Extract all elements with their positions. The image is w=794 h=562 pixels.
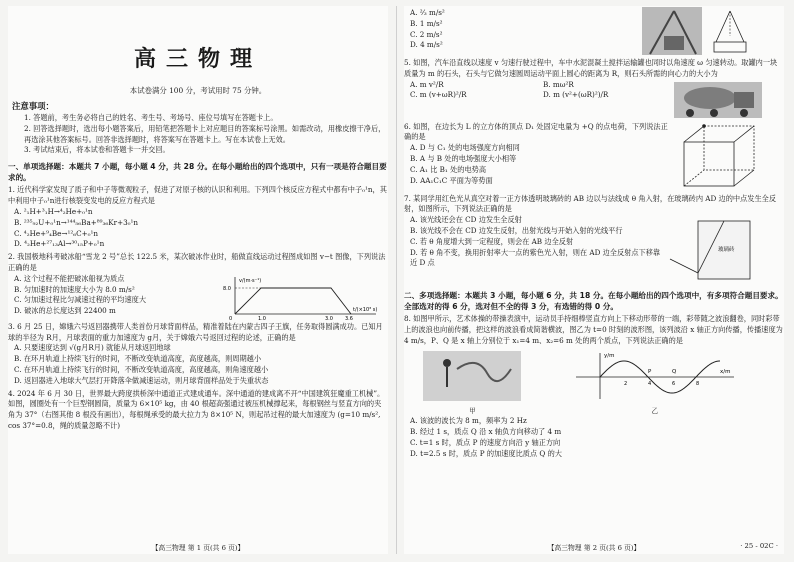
q8-xlabel: x/m	[719, 368, 731, 375]
q8-ylabel: y/m	[603, 352, 615, 359]
question-7-option-b: B. 该光线不会在 CD 边发生反射，出射光线与开始入射的光线平行	[410, 225, 623, 235]
question-8-option-c: C. t=1 s 时，质点 P 的速度方向沿 y 轴正方向	[410, 437, 561, 447]
question-6-option-b: B. A 与 B 处的电场强度大小相等	[410, 153, 517, 163]
question-4: 4. 2024 年 6 月 30 日，世界最大跨度拱桥深中通道正式建成通车。深中通道的建成离不开“中国建筑狂魔重工机械”。如图，圆圈处有一个巨型钢圆筒，质量为 6×10⁵ kg，由 40 根超高强通过被压机械撑起来，每根钢丝与竖直方向的夹角为 37°（右图其他 8 根没有画出），每根绳承受的最大拉力为 8×10⁵ N，则起吊过程的最大加速度为 (g=10 m/s², cos 37°=0.8，绳的质量忽略不计)	[8, 388, 385, 430]
notice-3: 3. 考试结束后，将本试卷和答题卡一并交回。	[24, 145, 170, 155]
q6-cube-diagram	[670, 120, 770, 192]
q2-xtick-2: 3.0	[324, 315, 333, 320]
q8-figure-b-label: 乙	[651, 406, 659, 415]
page-divider	[396, 6, 397, 554]
question-6: 6. 如图，在边长为 L 的立方体的顶点 D₁ 处固定电量为 +Q 的点电荷，下列说法正确的是	[404, 121, 668, 142]
question-8-option-d: D. t=2.5 s 时，质点 P 的加速度比质点 Q 的大	[410, 448, 562, 458]
q8-point-p: P	[647, 368, 652, 375]
notice-title: 注意事项：	[12, 101, 54, 111]
question-4-continued	[404, 6, 784, 56]
q8-figure-a-label: 甲	[469, 406, 476, 415]
q2-xtick-3: 3.6	[344, 315, 353, 320]
exam-code: · 25 - 02C ·	[740, 542, 778, 550]
question-8-figures	[404, 349, 784, 416]
question-1-option-a: A. ²₁H+³₁H→⁴₂He+₀¹n	[14, 206, 93, 216]
q4-crane-photo	[640, 6, 770, 56]
question-3-option-c: C. 在环月轨道上持续飞行的时间，不断改变轨道高度，高度越高，则角速度越小	[14, 364, 269, 374]
q2-ylabel: v/(m·s⁻¹)	[238, 277, 262, 284]
q5-mixer-truck-photo	[670, 80, 766, 120]
q2-xtick-1: 1.0	[257, 315, 266, 320]
q8-tick-8: 8	[695, 380, 699, 387]
question-2-block	[8, 274, 388, 320]
page-2	[404, 6, 784, 554]
question-2-option-a: A. 这个过程不能把破冰船视为质点	[14, 273, 125, 283]
section-2-heading: 二、多项选择题：本题共 3 小题，每小题 6 分，共 18 分。在每小题给出的四个选项中，有多项符合题目要求。全部选对的得 6 分，选对但不全的得 3 分，有选错的得 0 分。	[404, 291, 783, 311]
q2-ytick: 8.0	[222, 285, 231, 292]
question-5-block	[404, 80, 784, 120]
q2-xlabel: t/(×10³ s)	[352, 306, 378, 313]
question-5-option-a: A. m v²/R	[410, 79, 444, 89]
question-4-option-d: D. 4 m/s²	[410, 40, 443, 50]
notice-1: 1. 答题前，考生务必将自己的姓名、考生号、考场号、座位号填写在答题卡上。	[24, 113, 278, 122]
question-8-option-a: A. 该波的波长为 8 m，频率为 2 Hz	[410, 416, 527, 426]
question-1-option-d: D. ⁴₂He+²⁷₁₃Al→³⁰₁₅P+₀¹n	[14, 239, 105, 249]
question-3-option-d: D. 返回器进入地球大气层打开降落伞做减速运动，则月球背面样品处于失重状态	[14, 375, 269, 385]
q7-glass-block-diagram	[662, 215, 762, 285]
q8-gymnast-photo	[417, 349, 527, 403]
question-7-option-c: C. 若 θ 角度增大到一定程度，则会在 AB 边全反射	[410, 236, 574, 246]
question-5-option-c: C. m (v+ωR)²/R	[410, 90, 467, 100]
question-6-option-c: C. A₁ 比 B₁ 处的电势高	[410, 164, 487, 174]
question-2: 2. 我国极地科考破冰船“雪龙 2 号”总长 122.5 米，某次破冰作业时，船做直线运动过程图成如图 v−t 图像，下列说法正确的是	[8, 252, 386, 272]
question-2-option-c: C. 匀加速过程比匀减速过程的平均速度大	[14, 295, 147, 305]
q2-vt-graph	[221, 274, 381, 320]
question-4-option-b: B. 1 m/s²	[410, 18, 443, 28]
exam-subtitle: 本试卷满分 100 分，考试用时 75 分钟。	[129, 86, 267, 95]
exam-title: 高三物理	[133, 47, 262, 72]
question-6-block	[404, 120, 784, 192]
question-2-option-b: B. 匀加速时的加速度大小为 8.0 m/s²	[14, 284, 135, 294]
question-3-option-b: B. 在环月轨道上持续飞行的时间，不断改变轨道高度，高度越高，则周期越小	[14, 354, 262, 364]
question-5-option-d: D. m (v²+(ωR)²)/R	[543, 90, 609, 100]
q7-glass-label: 玻璃砖	[718, 247, 735, 254]
question-7-block	[404, 215, 784, 285]
q8-tick-2: 2	[623, 380, 627, 387]
question-1-option-c: C. ⁴₂He+⁹₄Be→¹²₆C+₀¹n	[14, 228, 98, 238]
question-3: 3. 6 月 25 日，嫦娥六号返回器携带人类首份月球背面样品，精准着陆在内蒙古四子王旗，任务取得圆满成功。已知月球的半径为 R月，月球表面的重力加速度为 g月，关于嫦娥六号返回过程的论述，正确的是	[8, 321, 383, 342]
question-6-option-d: D. AA₁C₁C 平面为等势面	[410, 175, 493, 185]
question-1-option-b: B. ²³⁵₉₂U+₀¹n→¹⁴⁴₅₆Ba+⁸⁹₃₆Kr+3₀¹n	[14, 217, 139, 227]
notice-2: 2. 回答选择题时，选出每小题答案后，用铅笔把答题卡上对应题目的答案标号涂黑。如需改动，用橡皮擦干净后，再选涂其他答案标号。回答非选择题时，将答案写在答题卡上。写在本试卷上无效。	[24, 123, 386, 144]
question-4-option-a: A. ²⁄₃ m/s²	[410, 8, 445, 17]
q2-xtick-0: 0	[228, 315, 232, 320]
page-1	[8, 6, 388, 554]
question-8-option-b: B. 经过 1 s，质点 Q 沿 x 轴负方向移动了 4 m	[410, 426, 562, 436]
section-1-heading: 一、单项选择题：本题共 7 小题，每小题 4 分，共 28 分。在每小题给出的四个选项中，只有一项是符合题目要求的。	[8, 162, 387, 182]
question-5-option-b: B. mω²R	[543, 79, 574, 89]
question-5: 5. 如图，汽车沿直线以速度 v 匀速行驶过程中，车中水泥混凝土搅拌运输罐也同时以角速度 ω 匀速转动。取罐内一块质量为 m 的石头，石头与它做匀速圆周运动平面上圆心的距离为 R，则石头所需的向心力的大小为	[404, 58, 778, 78]
question-1: 1. 近代科学家发现了质子和中子等微观粒子，促进了对原子核的认识和利用。下列四个核反应方程式中都有中子₀¹n，其中利用中子₀¹n进行核裂变发电的反应方程式是	[8, 185, 387, 206]
q8-wave-graph	[570, 349, 740, 403]
question-7-option-a: A. 该光线还会在 CD 边发生全反射	[410, 215, 522, 225]
page-2-footer: 【高三物理 第 2 页(共 6 页)】	[547, 544, 641, 552]
q8-tick-4: 4	[647, 380, 651, 387]
question-7-option-d: D. 若 θ 角不变，换用折射率大一点的紫色光入射，则在 AD 边全反射点下移靠近 D 点	[410, 247, 661, 268]
question-7: 7. 某同学用红色光从真空对着一正方体透明玻璃砖的 AB 边以与法线成 θ 角入射，在玻璃砖内 AD 边的中点发生全反射，如图所示，下列说法正确的是	[404, 193, 777, 214]
q8-point-q: Q	[671, 368, 677, 375]
question-4-option-c: C. 2 m/s²	[410, 29, 443, 39]
question-8: 8. 如图甲所示，艺术体操的带操表演中，运动员手持细棒竖直方向上下移动形带的一端，彩带随之波浪翻卷，同时彩带上的波浪也向前传播，把这样的波浪看成简谐横波，图乙为 t=0 时刻的波形图，该列波沿 x 轴正方向传播，传播速度为 4 m/s，P、Q 是 x 轴上分别位于 x₁=4 m、x₂=6 m 处的两个质点，下列说法正确的是	[404, 314, 783, 345]
q8-tick-6: 6	[671, 380, 675, 387]
question-6-option-a: A. D 与 C₁ 处的电场强度方向相同	[410, 143, 520, 153]
question-2-option-d: D. 破冰的总长度达到 22400 m	[14, 306, 116, 316]
page-1-footer: 【高三物理 第 1 页(共 6 页)】	[151, 544, 245, 552]
question-3-option-a: A. 只要速度达到 √(g月R月) 就能从月球返回地球	[14, 343, 171, 353]
